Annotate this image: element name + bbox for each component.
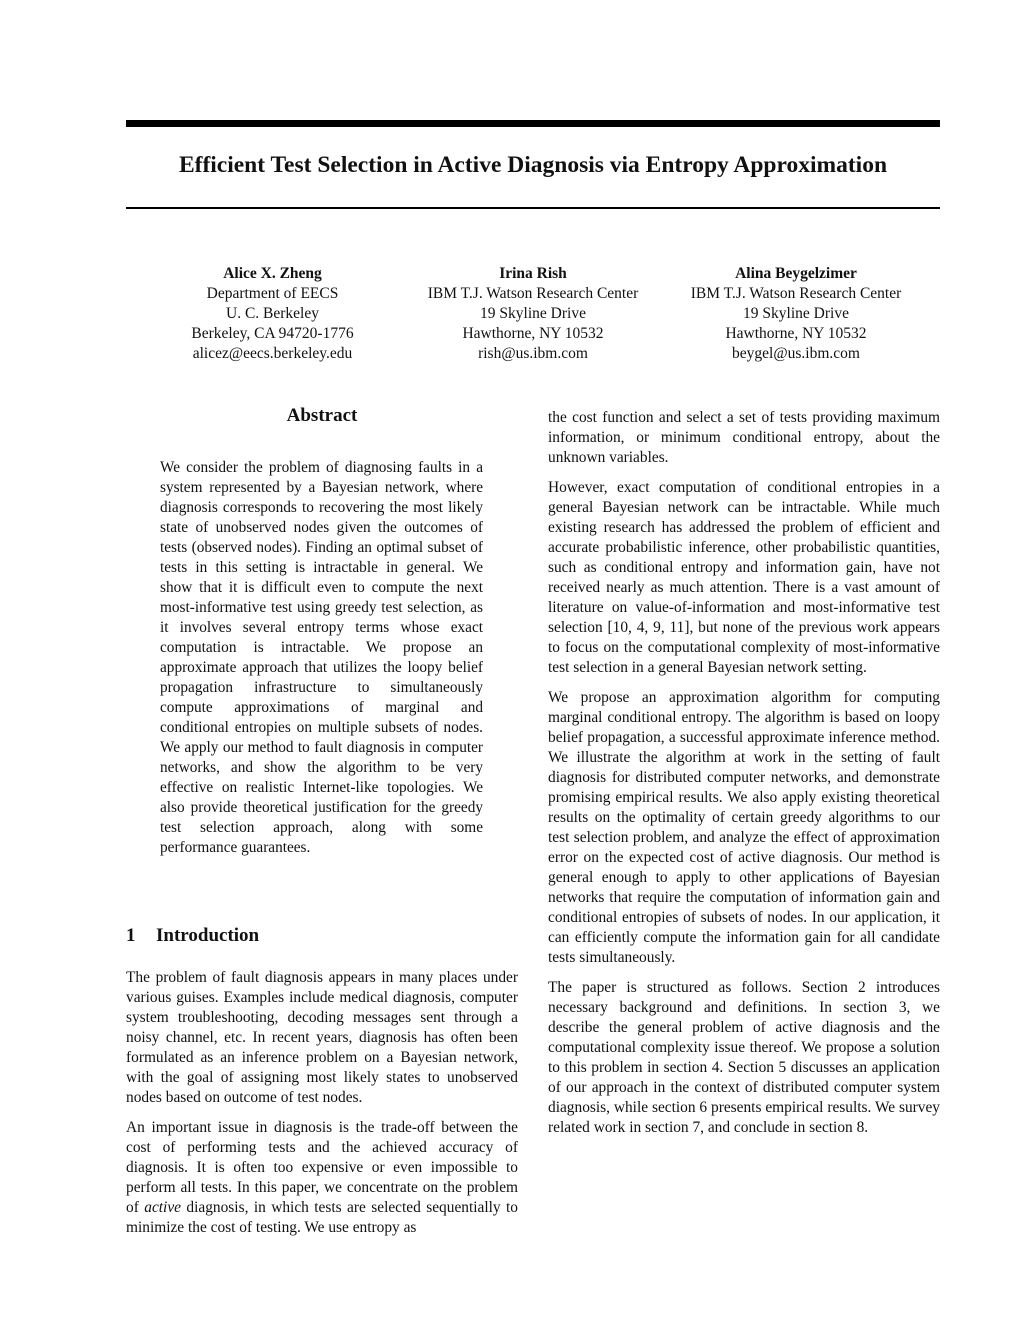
text-run: An important issue in diagnosis is the trade-off between the cost of performing tests and the achieved accuracy of diagnosis. It is often too expensive or even impossible to perform all tests. In this paper, we concentrate on the problem of: [126, 1119, 518, 1216]
author-affiliation: IBM T.J. Watson Research Center: [690, 285, 902, 302]
paragraph: the cost function and select a set of tests providing maximum information, or minimum conditional entropy, about the unknown variables.: [548, 409, 940, 466]
section-title: Introduction: [156, 925, 260, 946]
abstract-heading: Abstract: [286, 405, 358, 426]
section-number: 1: [126, 925, 136, 946]
author-affiliation: Department of EECS: [206, 285, 339, 302]
author-address: Hawthorne, NY 10532: [462, 325, 604, 342]
author-affiliation: U. C. Berkeley: [226, 305, 319, 322]
author-address: Hawthorne, NY 10532: [725, 325, 867, 342]
author-block-rish: [400, 264, 666, 364]
paper-title: Efficient Test Selection in Active Diagnosis via Entropy Approximation: [178, 152, 888, 178]
author-name: Alice X. Zheng: [223, 265, 322, 282]
right-column-body: [548, 408, 940, 1148]
author-email: alicez@eecs.berkeley.edu: [192, 345, 353, 362]
author-address: 19 Skyline Drive: [480, 305, 586, 322]
author-address: 19 Skyline Drive: [743, 305, 849, 322]
section-heading-introduction: [126, 924, 259, 948]
paragraph: However, exact computation of conditional entropies in a general Bayesian network can be intractable. While much existing research has addressed the problem of efficient and accurate probabilistic inference, other probabilistic quantities, such as conditional entropy and information gain, have not received nearly as much attention. There is a vast amount of literature on value-of-information and most-informative test selection [10, 4, 9, 11], but none of the previous work appears to focus on the computational complexity of most-informative test selection in a general Bayesian network setting.: [548, 479, 940, 676]
paragraph: We propose an approximation algorithm for computing marginal conditional entropy. The algorithm is based on loopy belief propagation, a successful approximate inference method. We illustrate the algorithm at work in the setting of fault diagnosis for distributed computer networks, and demonstrate promising empirical results. We also apply existing theoretical results on the optimality of certain greedy algorithms to our test selection problem, and analyze the effect of approximation error on the expected cost of active diagnosis. Our method is general enough to apply to other applications of Bayesian networks that require the computation of information gain and conditional entropies of subsets of nodes. In our application, it can efficiently compute the information gain for all candidate tests simultaneously.: [548, 689, 940, 966]
left-column-body: [126, 968, 518, 1248]
top-rule: [126, 120, 940, 127]
author-email: beygel@us.ibm.com: [732, 345, 860, 362]
text-run: diagnosis, in which tests are selected sequentially to minimize the cost of testing. We use entropy as: [126, 1199, 519, 1236]
abstract-text: We consider the problem of diagnosing faults in a system represented by a Bayesian network, where diagnosis corresponds to recovering the most likely state of unobserved nodes given the outcomes of tests (observed nodes). Finding an optimal subset of tests in this setting is intractable in general. We show that it is difficult even to compute the next most-informative test using greedy test selection, as it involves several entropy terms whose exact computation is intractable. We propose an approximate approach that utilizes the loopy belief propagation infrastructure to simultaneously compute approximations of marginal and conditional entropies on multiple subsets of nodes. We apply our method to fault diagnosis in computer networks, and show the algorithm to be very effective on realistic Internet-like topologies. We also provide theoretical justification for the greedy test selection approach, along with some performance guarantees.: [160, 459, 483, 856]
author-block-beygelzimer: [670, 264, 922, 364]
author-address: Berkeley, CA 94720-1776: [191, 325, 354, 342]
author-name: Irina Rish: [499, 265, 567, 282]
title-rule: [126, 207, 940, 209]
paragraph: The paper is structured as follows. Section 2 introduces necessary background and definitions. In section 3, we describe the general problem of active diagnosis and the computational complexity issue thereof. We propose a solution to this problem in section 4. Section 5 discusses an application of our approach in the context of distributed computer system diagnosis, while section 6 presents empirical results. We survey related work in section 7, and conclude in section 8.: [548, 979, 940, 1136]
emphasis-text: active: [144, 1199, 181, 1216]
author-name: Alina Beygelzimer: [735, 265, 857, 282]
paragraph: The problem of fault diagnosis appears in many places under various guises. Examples include medical diagnosis, computer system troubleshooting, decoding messages sent through a noisy channel, etc. In recent years, diagnosis has often been formulated as an inference problem on a Bayesian network, with the goal of assigning most likely states to unobserved nodes based on outcome of test nodes.: [126, 969, 518, 1106]
author-affiliation: IBM T.J. Watson Research Center: [427, 285, 639, 302]
author-email: rish@us.ibm.com: [478, 345, 588, 362]
paragraph: [126, 1118, 518, 1238]
author-block-zheng: [160, 264, 385, 364]
